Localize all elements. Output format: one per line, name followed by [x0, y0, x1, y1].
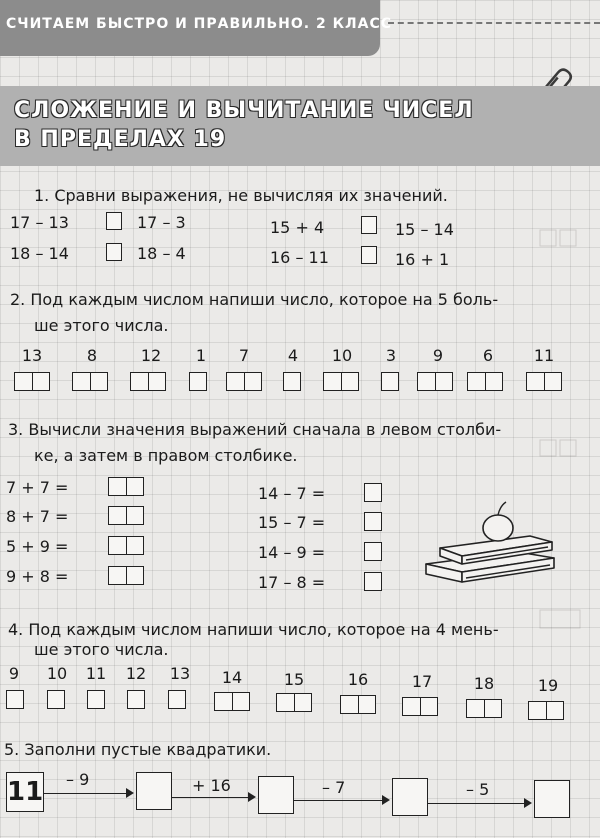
task4-number: 18 [473, 674, 495, 693]
task1-expr: 16 – 11 [270, 248, 329, 267]
answer-box[interactable] [130, 372, 166, 391]
task1-expr: 17 – 3 [137, 213, 186, 232]
answer-box[interactable] [6, 690, 24, 709]
chain-answer-box[interactable] [392, 778, 428, 816]
task5-prompt: 5. Заполни пустые квадратики. [4, 740, 272, 759]
chain-arrow [294, 800, 384, 801]
chain-operation: – 7 [322, 778, 346, 797]
chain-start-box: 11 [6, 772, 44, 812]
task4-number: 16 [347, 670, 369, 689]
task3-right-expr: 14 – 7 = [258, 484, 326, 503]
task3-left-expr: 7 + 7 = [6, 478, 69, 497]
task3-left-expr: 8 + 7 = [6, 507, 69, 526]
answer-box[interactable] [226, 372, 262, 391]
task2-prompt-line2: ше этого числа. [34, 316, 169, 335]
answer-box[interactable] [72, 372, 108, 391]
arrow-head-icon [382, 795, 390, 805]
task3-right-expr: 15 – 7 = [258, 513, 326, 532]
chain-operation: + 16 [192, 776, 231, 795]
task1-expr: 17 – 13 [10, 213, 69, 232]
task2-prompt-line1: 2. Под каждым числом напиши число, которое на 5 боль- [10, 290, 499, 309]
arrow-head-icon [248, 792, 256, 802]
task4-number: 10 [46, 664, 68, 683]
task2-number: 12 [140, 346, 162, 365]
chain-operation: – 9 [66, 770, 90, 789]
task2-number: 8 [86, 346, 98, 365]
answer-box[interactable] [214, 692, 250, 711]
task2-number: 3 [385, 346, 397, 365]
arrow-head-icon [524, 798, 532, 808]
answer-box[interactable] [127, 690, 145, 709]
task3-prompt-line2: ке, а затем в правом столбике. [34, 446, 298, 465]
arrow-head-icon [126, 788, 134, 798]
task2-number: 6 [482, 346, 494, 365]
section-title-line2: В ПРЕДЕЛАХ 19 [14, 127, 227, 152]
answer-box[interactable] [283, 372, 301, 391]
chain-answer-box[interactable] [258, 776, 294, 814]
dashed-divider [388, 22, 600, 24]
header-title: СЧИТАЕМ БЫСТРО И ПРАВИЛЬНО. 2 КЛАСС [6, 16, 393, 32]
answer-box[interactable] [108, 566, 144, 585]
task4-number: 14 [221, 668, 243, 687]
section-title [14, 96, 474, 154]
chain-answer-box[interactable] [534, 780, 570, 818]
task4-prompt-line2: ше этого числа. [34, 640, 169, 659]
answer-box[interactable] [108, 477, 144, 496]
task2-number: 10 [331, 346, 353, 365]
task4-number: 11 [85, 664, 107, 683]
task4-number: 9 [8, 664, 20, 683]
task4-number: 13 [169, 664, 191, 683]
answer-box[interactable] [14, 372, 50, 391]
answer-box[interactable] [364, 483, 382, 502]
task2-number: 13 [21, 346, 43, 365]
answer-box[interactable] [526, 372, 562, 391]
task3-left-expr: 5 + 9 = [6, 537, 69, 556]
task4-number: 19 [537, 676, 559, 695]
task2-number: 7 [238, 346, 250, 365]
task1-prompt: 1. Сравни выражения, не вычисляя их значений. [34, 186, 448, 205]
answer-box[interactable] [364, 512, 382, 531]
answer-box[interactable] [417, 372, 453, 391]
task3-right-expr: 17 – 8 = [258, 573, 326, 592]
answer-box[interactable] [467, 372, 503, 391]
section-title-line1: СЛОЖЕНИЕ И ВЫЧИТАНИЕ ЧИСЕЛ [14, 98, 474, 123]
task4-number: 15 [283, 670, 305, 689]
compare-box[interactable] [361, 246, 377, 264]
task1-expr: 16 + 1 [395, 250, 450, 269]
compare-box[interactable] [106, 243, 122, 261]
task2-number: 4 [287, 346, 299, 365]
task4-number: 12 [125, 664, 147, 683]
chain-answer-box[interactable] [136, 772, 172, 810]
task2-number: 1 [195, 346, 207, 365]
chain-arrow [44, 793, 128, 794]
chain-arrow [428, 803, 526, 804]
task2-number: 9 [432, 346, 444, 365]
answer-box[interactable] [381, 372, 399, 391]
task1-expr: 18 – 14 [10, 244, 69, 263]
chain-operation: – 5 [466, 780, 490, 799]
task3-left-expr: 9 + 8 = [6, 567, 69, 586]
chain-arrow [172, 797, 250, 798]
task4-prompt-line1: 4. Под каждым числом напиши число, которое на 4 мень- [8, 620, 499, 639]
task3-right-expr: 14 – 9 = [258, 543, 326, 562]
answer-box[interactable] [528, 701, 564, 720]
answer-box[interactable] [364, 542, 382, 561]
answer-box[interactable] [466, 699, 502, 718]
answer-box[interactable] [364, 572, 382, 591]
answer-box[interactable] [47, 690, 65, 709]
task3-prompt-line1: 3. Вычисли значения выражений сначала в левом столби- [8, 420, 502, 439]
task4-number: 17 [411, 672, 433, 691]
task1-expr: 15 + 4 [270, 218, 325, 237]
answer-box[interactable] [402, 697, 438, 716]
answer-box[interactable] [168, 690, 186, 709]
answer-box[interactable] [276, 693, 312, 712]
books-apple-illustration [422, 494, 562, 586]
answer-box[interactable] [108, 506, 144, 525]
task2-number: 11 [533, 346, 555, 365]
answer-box[interactable] [108, 536, 144, 555]
answer-box[interactable] [340, 695, 376, 714]
compare-box[interactable] [106, 212, 122, 230]
answer-box[interactable] [189, 372, 207, 391]
task1-expr: 15 – 14 [395, 220, 454, 239]
task1-expr: 18 – 4 [137, 244, 186, 263]
answer-box[interactable] [323, 372, 359, 391]
answer-box[interactable] [87, 690, 105, 709]
compare-box[interactable] [361, 216, 377, 234]
